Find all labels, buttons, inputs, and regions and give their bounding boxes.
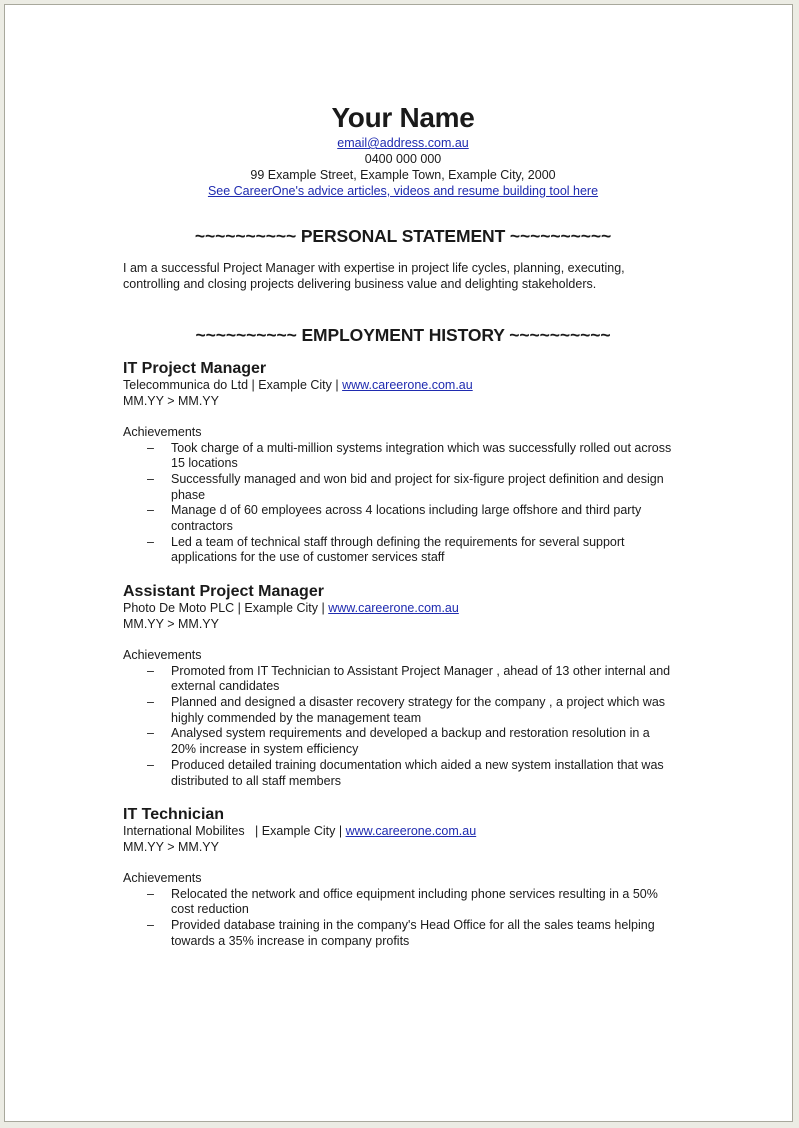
employment-history-title: ~~~~~~~~~~ EMPLOYMENT HISTORY ~~~~~~~~~~ bbox=[195, 325, 611, 345]
achievement-text: Successfully managed and won bid and project for six-figure project definition and design phase bbox=[171, 471, 664, 502]
bullet-dash: – bbox=[147, 726, 154, 741]
employment-dates: MM.YY > MM.YY bbox=[123, 616, 219, 631]
achievement-item bbox=[123, 758, 673, 789]
resume-header bbox=[123, 101, 683, 199]
bullet-dash: – bbox=[147, 534, 154, 549]
candidate-name: Your Name bbox=[331, 102, 475, 133]
achievement-text: Provided database training in the company's Head Office for all the sales teams helping towards a 35% increase in company profits bbox=[171, 918, 655, 948]
achievement-item bbox=[123, 535, 673, 566]
achievement-item bbox=[123, 664, 673, 695]
achievement-item bbox=[123, 887, 673, 918]
company-website-link[interactable]: www.careerone.com.au bbox=[328, 601, 459, 616]
achievement-item bbox=[123, 726, 673, 757]
personal-statement-section bbox=[123, 225, 683, 292]
company-name: International Mobilites | Example City | bbox=[123, 824, 346, 839]
bullet-dash: – bbox=[147, 663, 154, 678]
job-title: IT Technician bbox=[123, 806, 225, 824]
phone-number: 0400 000 000 bbox=[364, 152, 442, 166]
achievement-item bbox=[123, 472, 673, 503]
resume-content bbox=[123, 101, 683, 950]
employment-history-section bbox=[123, 324, 683, 950]
achievement-text: Led a team of technical staff through defining the requirements for several support applications for the use of customer services staff bbox=[171, 534, 625, 565]
personal-statement-title: ~~~~~~~~~~ PERSONAL STATEMENT ~~~~~~~~~~ bbox=[194, 226, 612, 246]
company-line bbox=[123, 378, 683, 394]
company-name: Telecommunica do Ltd | Example City | bbox=[123, 378, 343, 392]
achievement-item bbox=[123, 918, 673, 949]
achievement-text: Analysed system requirements and developed a backup and restoration resolution in a 20% increase in system efficiency bbox=[171, 726, 650, 757]
achievements-label: Achievements bbox=[123, 871, 202, 886]
bullet-dash: – bbox=[147, 440, 154, 455]
bullet-dash: – bbox=[147, 886, 154, 901]
employment-dates: MM.YY > MM.YY bbox=[123, 839, 219, 854]
achievement-text: Produced detailed training documentation which aided a new system installation that was distributed to all staff members bbox=[171, 757, 664, 788]
achievements-list bbox=[123, 664, 683, 790]
careerone-advice-link[interactable]: See CareerOne's advice articles, videos and resume building tool here bbox=[207, 184, 599, 198]
achievements-list bbox=[123, 441, 683, 567]
achievement-item bbox=[123, 503, 673, 534]
achievements-list bbox=[123, 887, 683, 950]
company-line bbox=[123, 601, 683, 617]
job-list bbox=[123, 359, 683, 950]
company-name: Photo De Moto PLC | Example City | bbox=[123, 601, 329, 616]
achievement-text: Planned and designed a disaster recovery strategy for the company , a project which was highly commended by the management team bbox=[171, 695, 666, 725]
company-website-link[interactable]: www.careerone.com.au bbox=[342, 378, 473, 392]
bullet-dash: – bbox=[147, 757, 154, 772]
job-title: Assistant Project Manager bbox=[123, 583, 324, 601]
employment-dates: MM.YY > MM.YY bbox=[123, 393, 219, 408]
achievement-text: Manage d of 60 employees across 4 locations including large offshore and third party contractors bbox=[171, 503, 642, 534]
job-entry bbox=[123, 359, 683, 566]
job-title: IT Project Manager bbox=[123, 360, 267, 377]
company-website-link[interactable]: www.careerone.com.au bbox=[345, 824, 477, 839]
personal-statement-text: I am a successful Project Manager with expertise in project life cycles, planning, executing, controlling and closing projects delivering business value and delighting stakeholders. bbox=[123, 261, 625, 291]
achievement-text: Took charge of a multi-million systems integration which was successfully rolled out across 15 locations bbox=[171, 440, 672, 471]
achievement-text: Relocated the network and office equipment including phone services resulting in a 50% cost reduction bbox=[171, 886, 658, 917]
job-entry bbox=[123, 805, 683, 949]
achievements-label: Achievements bbox=[123, 648, 202, 663]
email-link[interactable]: email@address.com.au bbox=[337, 136, 469, 150]
bullet-dash: – bbox=[147, 695, 154, 710]
achievement-text: Promoted from IT Technician to Assistant Project Manager , ahead of 13 other internal and external candidates bbox=[171, 663, 671, 694]
street-address: 99 Example Street, Example Town, Example City, 2000 bbox=[250, 168, 556, 182]
bullet-dash: – bbox=[147, 471, 154, 486]
company-line bbox=[123, 824, 683, 840]
achievements-label: Achievements bbox=[123, 425, 202, 439]
achievement-item bbox=[123, 441, 673, 472]
bullet-dash: – bbox=[147, 503, 154, 518]
bullet-dash: – bbox=[147, 918, 154, 933]
achievement-item bbox=[123, 695, 673, 726]
resume-page bbox=[4, 4, 793, 1122]
job-entry bbox=[123, 582, 683, 789]
